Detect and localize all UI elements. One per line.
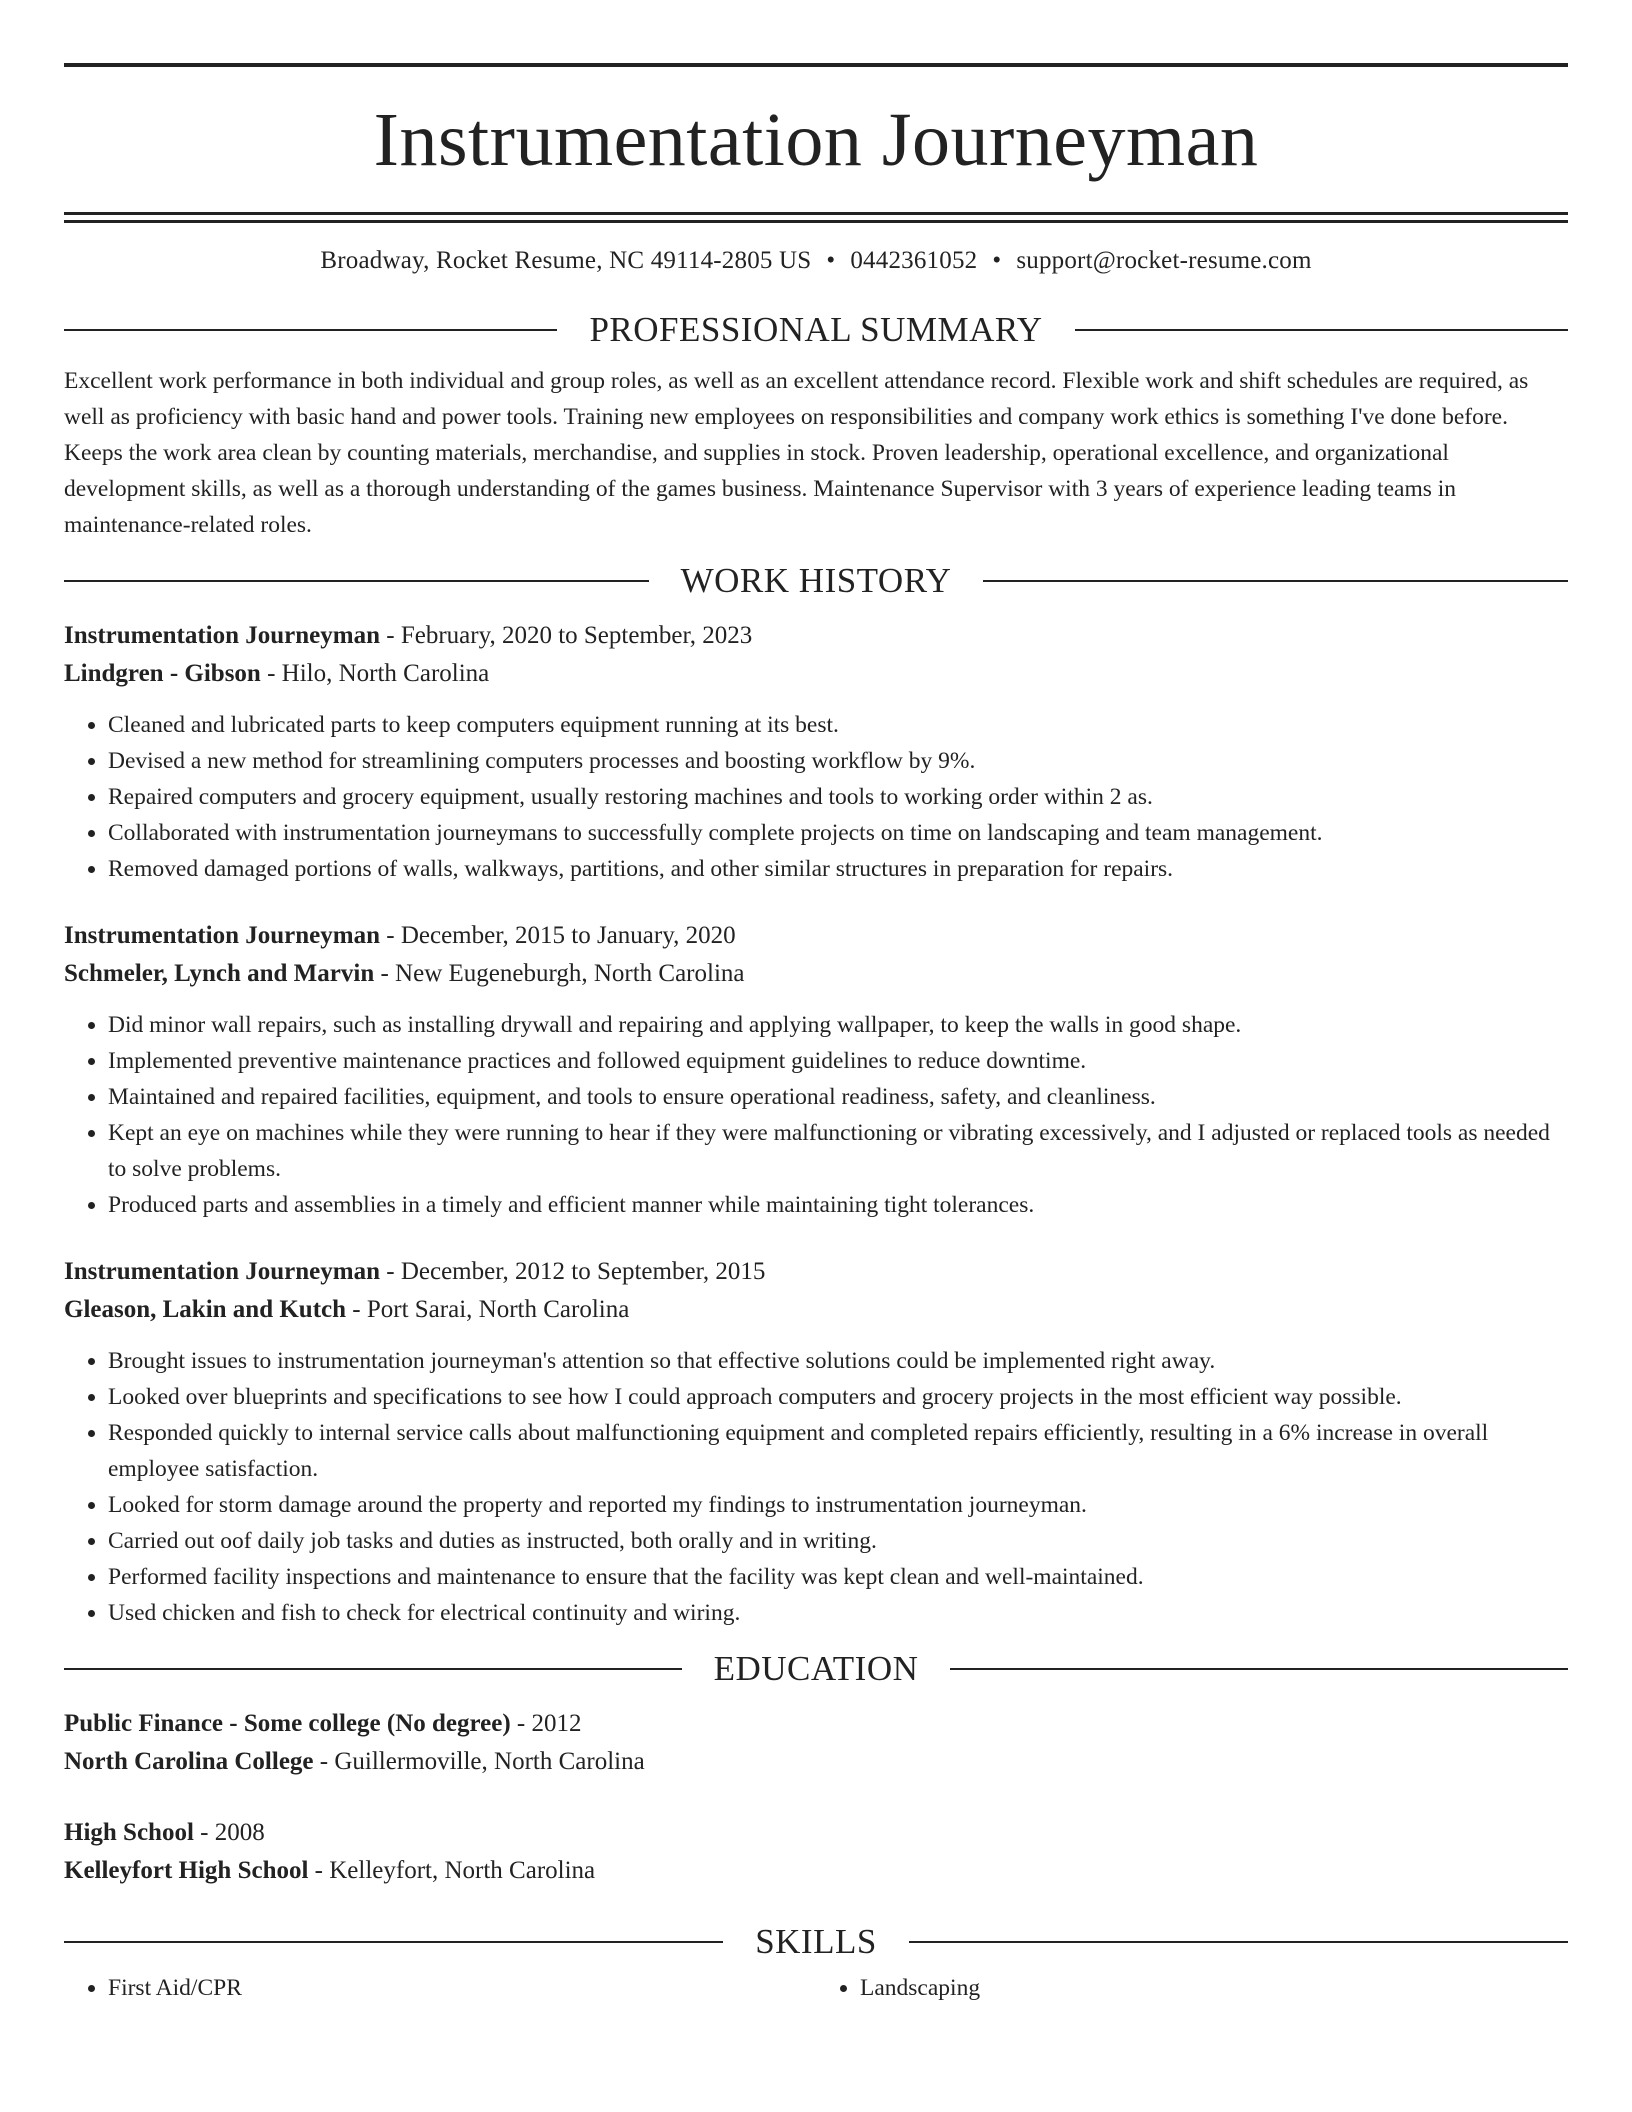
- list-item: • Carried out oof daily job tasks and duties as instructed, both orally and in writing.: [108, 1523, 1568, 1559]
- skills-list: [64, 1970, 1568, 2006]
- degree-line: [64, 1814, 1568, 1852]
- heading-rule: [64, 1668, 682, 1670]
- separator-dot: •: [826, 247, 836, 274]
- summary-text: Excellent work performance in both individual and group roles, as well as an excellent attendance record. Flexible work and shift schedules are required, as well as proficiency with basic hand and power tools. Training new employees on responsibilities and company work ethics is something I've done before. Keeps the work area clean by counting materials, merchandise, and supplies in stock. Proven leadership, operational excellence, and organizational development skills, as well as a thorough understanding of the games business. Maintenance Supervisor with 3 years of experience leading teams in maintenance-related roles.: [64, 368, 1529, 538]
- phone: 0442361052: [850, 247, 978, 274]
- section-heading-summary: [64, 310, 1568, 350]
- skills-column-right: [816, 1970, 1568, 2006]
- job-title-line: [64, 1253, 1568, 1291]
- address: Broadway, Rocket Resume, NC 49114-2805 US: [320, 247, 812, 274]
- skill-item: • First Aid/CPR: [108, 1970, 816, 2006]
- graduation-year: - 2008: [193, 1819, 265, 1846]
- degree: Public Finance - Some college (No degree): [64, 1710, 511, 1737]
- job-entry: [64, 917, 1568, 1223]
- job-title: Instrumentation Journeyman: [64, 622, 380, 649]
- separator-dot: •: [992, 247, 1002, 274]
- heading-rule: [983, 580, 1568, 582]
- section-heading-education: [64, 1649, 1568, 1689]
- resume-page: [64, 0, 1568, 2006]
- company-name: Schmeler, Lynch and Marvin: [64, 960, 375, 987]
- heading-rule: [909, 1941, 1568, 1943]
- school-location: - Guillermoville, North Carolina: [313, 1748, 645, 1775]
- company-name: Gleason, Lakin and Kutch: [64, 1296, 347, 1323]
- list-item: • Removed damaged portions of walls, walkways, partitions, and other similar structures in preparation for repairs.: [108, 851, 1568, 887]
- list-item: • Implemented preventive maintenance practices and followed equipment guidelines to reduce downtime.: [108, 1043, 1568, 1079]
- job-dates: - February, 2020 to September, 2023: [380, 622, 753, 649]
- list-item: • Collaborated with instrumentation journeymans to successfully complete projects on time on landscaping and team management.: [108, 815, 1568, 851]
- heading-rule: [64, 580, 649, 582]
- list-item: • Cleaned and lubricated parts to keep computers equipment running at its best.: [108, 707, 1568, 743]
- job-bullets: [64, 707, 1568, 887]
- degree: High School: [64, 1819, 194, 1846]
- section-title: PROFESSIONAL SUMMARY: [589, 310, 1043, 349]
- list-item: • Looked for storm damage around the property and reported my findings to instrumentation journeyman.: [108, 1487, 1568, 1523]
- job-dates: - December, 2012 to September, 2015: [380, 1258, 766, 1285]
- job-title: Instrumentation Journeyman: [64, 922, 380, 949]
- heading-rule: [64, 1941, 723, 1943]
- job-company-line: [64, 655, 1568, 693]
- education-entry: [64, 1705, 1568, 1781]
- list-item: • Performed facility inspections and maintenance to ensure that the facility was kept clean and well-maintained.: [108, 1559, 1568, 1595]
- section-title: EDUCATION: [713, 1649, 919, 1688]
- graduation-year: - 2012: [510, 1710, 582, 1737]
- school-location: - Kelleyfort, North Carolina: [308, 1857, 596, 1884]
- contact-line: [64, 246, 1568, 276]
- list-item: • Responded quickly to internal service calls about malfunctioning equipment and completed repairs efficiently, resulting in a 6% increase in overall employee satisfaction.: [108, 1415, 1568, 1487]
- list-item: • Used chicken and fish to check for electrical continuity and wiring.: [108, 1595, 1568, 1631]
- job-title-line: [64, 917, 1568, 955]
- job-bullets: [64, 1007, 1568, 1223]
- company-location: - Hilo, North Carolina: [260, 660, 490, 687]
- double-rule: [64, 212, 1568, 223]
- school-line: [64, 1852, 1568, 1890]
- degree-line: [64, 1705, 1568, 1743]
- job-bullets: [64, 1343, 1568, 1631]
- skills-column-left: [64, 1970, 816, 2006]
- top-rule: [64, 63, 1568, 67]
- section-heading-work-history: [64, 561, 1568, 601]
- heading-rule: [1075, 329, 1568, 331]
- education-entry: [64, 1814, 1568, 1890]
- job-title: Instrumentation Journeyman: [64, 1258, 380, 1285]
- list-item: • Repaired computers and grocery equipment, usually restoring machines and tools to working order within 2 as.: [108, 779, 1568, 815]
- school-line: [64, 1743, 1568, 1781]
- job-title-line: [64, 617, 1568, 655]
- job-company-line: [64, 1291, 1568, 1329]
- list-item: • Did minor wall repairs, such as installing drywall and repairing and applying wallpaper, to keep the walls in good shape.: [108, 1007, 1568, 1043]
- job-entry: [64, 1253, 1568, 1631]
- company-location: - Port Sarai, North Carolina: [346, 1296, 630, 1323]
- company-location: - New Eugeneburgh, North Carolina: [374, 960, 745, 987]
- list-item: • Maintained and repaired facilities, equipment, and tools to ensure operational readiness, safety, and cleanliness.: [108, 1079, 1568, 1115]
- heading-rule: [64, 329, 557, 331]
- list-item: • Kept an eye on machines while they were running to hear if they were malfunctioning or vibrating excessively, and I adjusted or replaced tools as needed to solve problems.: [108, 1115, 1568, 1187]
- list-item: • Looked over blueprints and specifications to see how I could approach computers and grocery projects in the most efficient way possible.: [108, 1379, 1568, 1415]
- section-heading-skills: [64, 1922, 1568, 1962]
- company-name: Lindgren - Gibson: [64, 660, 261, 687]
- skill-item: • Landscaping: [860, 1970, 1568, 2006]
- heading-rule: [950, 1668, 1568, 1670]
- email[interactable]: support@rocket-resume.com: [1016, 247, 1312, 274]
- job-dates: - December, 2015 to January, 2020: [380, 922, 736, 949]
- candidate-name: Instrumentation Journeyman: [373, 98, 1259, 182]
- list-item: • Devised a new method for streamlining computers processes and boosting workflow by 9%.: [108, 743, 1568, 779]
- job-entry: [64, 617, 1568, 887]
- section-title: WORK HISTORY: [680, 561, 952, 600]
- school-name: Kelleyfort High School: [64, 1857, 309, 1884]
- school-name: North Carolina College: [64, 1748, 314, 1775]
- list-item: • Brought issues to instrumentation journeyman's attention so that effective solutions could be implemented right away.: [108, 1343, 1568, 1379]
- job-company-line: [64, 955, 1568, 993]
- list-item: • Produced parts and assemblies in a timely and efficient manner while maintaining tight tolerances.: [108, 1187, 1568, 1223]
- section-title: SKILLS: [755, 1922, 877, 1961]
